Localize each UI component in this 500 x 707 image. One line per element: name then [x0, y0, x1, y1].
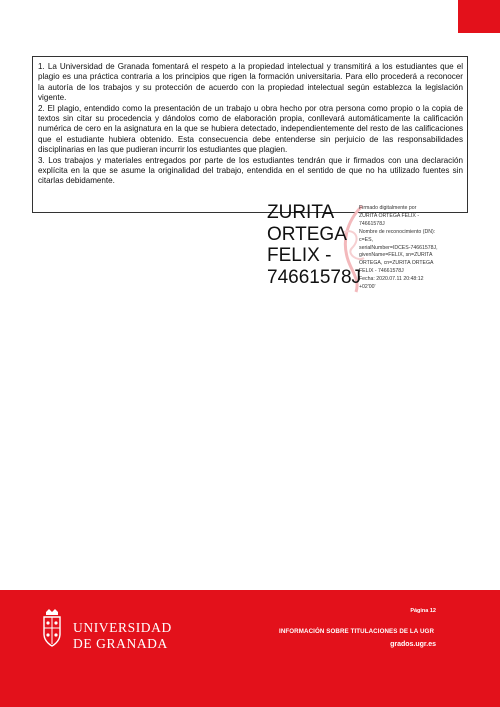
signer-name-line: FELIX - — [267, 245, 332, 266]
digital-signature — [262, 202, 462, 302]
header-red-tab — [458, 0, 500, 33]
signature-detail-line: +02'00' — [359, 284, 376, 291]
university-name-line-2: DE GRANADA — [73, 635, 168, 651]
notice-paragraph-2: 2. El plagio, entendido como la presentación de un trabajo u obra hecho por otra persona como propio o la copia de textos sin citar su procedencia y dándolos como de elaboración propia, conllevará automáticamente la calificación numérica de cero en la asignatura en la que se hubiera detectado, independientemente del resto de las calificaciones que el estudiante hubiera obtenido. Esta consecuencia debe entenderse sin perjuicio de las responsabilidades disciplinarias en las que pudieran incurrir los estudiantes que plagien. — [38, 103, 463, 155]
university-name-line-1: UNIVERSIDAD — [73, 620, 172, 635]
signature-detail-line: FELIX - 74661578J — [359, 268, 404, 275]
university-name — [73, 620, 172, 651]
signature-detail-line: givenName=FELIX, sn=ZURITA — [359, 252, 433, 259]
signature-details — [359, 205, 459, 292]
university-crest-icon — [40, 608, 64, 650]
page-number: Página 12 — [410, 608, 436, 614]
signer-name-line: ZURITA — [267, 202, 335, 223]
page-footer — [0, 590, 500, 707]
notice-paragraph-1: 1. La Universidad de Granada fomentará el respeto a la propiedad intelectual y transmitirá a los estudiantes que el plagio es una práctica contraria a los principios que rigen la formación universitaria. Para ello procederá a reconocer la autoría de los trabajos y su protección de acuerdo con la propiedad intelectual según establezca la legislación vigente. — [38, 62, 463, 103]
notice-paragraph-3: 3. Los trabajos y materiales entregados por parte de los estudiantes tendrán que ir firmados con una declaración explícita en la que se asume la originalidad del trabajo, entendida en el sentido de que no ha utilizado fuentes sin citarlas debidamente. — [38, 155, 463, 186]
signature-detail-line: c=ES, — [359, 236, 373, 243]
signature-detail-line: ORTEGA, cn=ZURITA ORTEGA — [359, 260, 434, 267]
signature-detail-line: Firmado digitalmente por — [359, 205, 417, 211]
signer-name-line: 74661578J — [267, 266, 362, 288]
titulaciones-info-title: INFORMACIÓN SOBRE TITULACIONES DE LA UGR — [279, 628, 435, 635]
signer-name-line: ORTEGA — [267, 223, 347, 245]
signature-detail-line: Nombre de reconocimiento (DN): — [359, 228, 436, 235]
plagiarism-notice — [32, 56, 468, 213]
signature-detail-line: Fecha: 2020.07.11 20:48:12 — [359, 276, 424, 283]
signature-detail-line: serialNumber=IDCES-74661578J, — [359, 244, 438, 251]
signer-name — [267, 202, 362, 288]
grados-site-link[interactable]: grados.ugr.es — [390, 641, 436, 648]
signature-detail-line: 74661578J — [359, 220, 385, 227]
signature-detail-line: ZURITA ORTEGA FELIX - — [359, 212, 420, 219]
